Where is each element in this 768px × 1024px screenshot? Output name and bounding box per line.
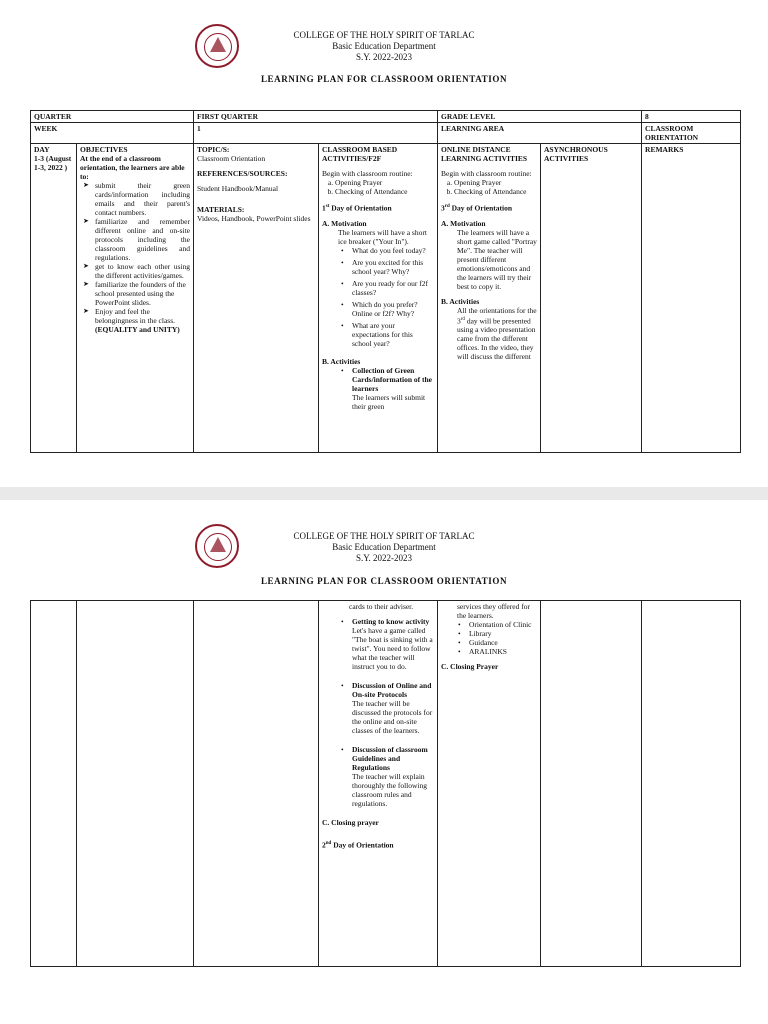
- references-label: REFERENCES/SOURCES:: [197, 169, 288, 178]
- objectives-column: [77, 144, 194, 453]
- async-column: [541, 144, 642, 453]
- letterhead: [0, 30, 768, 63]
- day1-heading: 1st Day of Orientation: [322, 203, 392, 213]
- offices-list: [441, 620, 537, 656]
- plan-title: LEARNING PLAN FOR CLASSROOM ORIENTATION: [260, 74, 508, 84]
- activity-item: [352, 366, 434, 411]
- week-label: WEEK: [31, 123, 194, 144]
- question-item: • Are you ready for our f2f classes?: [352, 279, 434, 297]
- objective-item: ➤ familiarize and remember different online and on-site protocols including the classroom guidelines and regulations.: [80, 217, 190, 262]
- references-value: Student Handbook/Manual: [197, 184, 279, 193]
- classroom-routine-intro: Begin with classroom routine:: [322, 169, 413, 178]
- day-column: [31, 601, 77, 967]
- green-cards-text-continued: cards to their adviser.: [349, 602, 414, 611]
- plan-content-row: [31, 144, 741, 453]
- remarks-header: REMARKS: [645, 145, 684, 154]
- materials-label: MATERIALS:: [197, 205, 245, 214]
- objective-item: ➤ get to know each other using the different activities/games.: [80, 262, 190, 280]
- activity-item: [352, 617, 434, 671]
- routine-item: b. Checking of Attendance: [335, 187, 434, 196]
- quarter-label: QUARTER: [31, 111, 194, 123]
- document-page-1: [0, 0, 768, 487]
- school-name: COLLEGE OF THE HOLY SPIRIT OF TARLAC: [293, 531, 475, 541]
- office-item: • ARALINKS: [469, 647, 537, 656]
- school-year: S.Y. 2022-2023: [355, 553, 413, 563]
- activity-item: [352, 681, 434, 735]
- online-activities-text: All the orientations for the 3rd day will be presented using a video presentation came from the different offices. In the video, they will discuss the different: [457, 305, 537, 361]
- online-activities-label: B. Activities: [441, 296, 480, 306]
- school-year: S.Y. 2022-2023: [355, 52, 413, 62]
- icebreaker-questions: [322, 246, 434, 348]
- objectives-list: [80, 181, 190, 334]
- online-routine-intro: Begin with classroom routine:: [441, 169, 532, 178]
- plan-content-row-continued: [31, 601, 741, 967]
- classroom-column: [319, 601, 438, 967]
- learning-area-value: CLASSROOM ORIENTATION: [642, 123, 741, 144]
- classroom-routine-list: [322, 178, 434, 196]
- routine-item: a. Opening Prayer: [335, 178, 434, 187]
- office-item: • Library: [469, 629, 537, 638]
- async-column: [541, 601, 642, 967]
- routine-item: a. Opening Prayer: [454, 178, 537, 187]
- materials-value: Videos, Handbook, PowerPoint slides: [197, 214, 311, 223]
- school-name: COLLEGE OF THE HOLY SPIRIT OF TARLAC: [293, 30, 475, 40]
- guidelines-text: The teacher will explain thoroughly the following classroom rules and regulations.: [352, 772, 427, 808]
- green-cards-text: The learners will submit their green: [352, 392, 426, 411]
- getting-to-know-title: • Getting to know activity: [352, 617, 430, 626]
- online-header: ONLINE DISTANCE LEARNING ACTIVITIES: [441, 145, 528, 163]
- objectives-column: [77, 601, 194, 967]
- objective-item: ➤ submit their green cards/information including emails and their parent's contact numbers.: [80, 181, 190, 217]
- green-cards-title: • Collection of Green Cards/information of the learners: [352, 365, 432, 393]
- async-header: ASYNCHRONOUS ACTIVITIES: [544, 145, 608, 163]
- office-item: • Orientation of Clinic: [469, 620, 537, 629]
- objective-item-last: [80, 307, 190, 334]
- protocols-text: The teacher will be discussed the protocols for the online and on-site classes of the learners.: [352, 699, 433, 735]
- question-item: • Which do you prefer? Online or f2f? Why?: [352, 300, 434, 318]
- learning-plan-table-continued: [30, 600, 741, 967]
- objective-emphasis: (EQUALITY and UNITY): [95, 325, 180, 334]
- classroom-column: [319, 144, 438, 453]
- question-item: • What do you feel today?: [352, 246, 434, 255]
- classroom-activities-list: [322, 366, 434, 411]
- office-item: • Guidance: [469, 638, 537, 647]
- remarks-column: [642, 601, 741, 967]
- online-motivation-label: A. Motivation: [441, 218, 486, 228]
- remarks-column: [642, 144, 741, 453]
- topics-column: [194, 601, 319, 967]
- objective-text: Enjoy and feel the belongingness in the class.: [95, 307, 175, 325]
- classroom-motivation-label: A. Motivation: [322, 218, 367, 228]
- plan-title: LEARNING PLAN FOR CLASSROOM ORIENTATION: [260, 576, 508, 586]
- objectives-header: OBJECTIVES: [80, 145, 128, 154]
- document-page-2: [0, 500, 768, 1024]
- grade-level-label: GRADE LEVEL: [438, 111, 642, 123]
- learning-area-label: LEARNING AREA: [438, 123, 642, 144]
- classroom-activities-list-continued: [322, 617, 434, 808]
- week-value: 1: [194, 123, 438, 144]
- letterhead: [0, 531, 768, 564]
- classroom-activities-label: B. Activities: [322, 356, 361, 366]
- objectives-intro: At the end of a classroom orientation, the learners are able to:: [80, 154, 185, 181]
- learning-plan-table: [30, 110, 741, 453]
- online-column: [438, 601, 541, 967]
- day2-heading: 2nd Day of Orientation: [322, 840, 394, 850]
- online-column: [438, 144, 541, 453]
- topics-header: TOPIC/S:: [197, 145, 230, 154]
- activity-item: [352, 745, 434, 808]
- guidelines-title: • Discussion of classroom Guidelines and Regulations: [352, 745, 428, 772]
- online-motivation-text: The learners will have a short game called "Portray Me". The teacher will present different emotions/emoticons and the learners will try their best to copy it.: [457, 227, 537, 291]
- meta-row-week: [31, 123, 741, 144]
- routine-item: b. Checking of Attendance: [454, 187, 537, 196]
- day-column: [31, 144, 77, 453]
- objective-item: ➤ familiarize the founders of the school presented using the PowerPoint slides.: [80, 280, 190, 307]
- classroom-motivation-text: The learners will have a short ice breaker ("Your In").: [338, 227, 427, 246]
- day-value: 1-3 (August 1-3, 2022 ): [34, 154, 72, 172]
- online-closing-label: C. Closing Prayer: [441, 662, 499, 671]
- online-routine-list: [441, 178, 537, 196]
- getting-to-know-text: Let's have a game called "The boat is sinking with a twist". You need to follow what the teacher will instruct you to do.: [352, 626, 433, 671]
- online-activities-text-continued: services they offered for the learners.: [457, 602, 530, 620]
- day3-heading: 3rd Day of Orientation: [441, 203, 513, 213]
- grade-level-value: 8: [642, 111, 741, 123]
- topic-value: Classroom Orientation: [197, 154, 266, 163]
- day-header: DAY: [34, 145, 50, 154]
- protocols-title: • Discussion of Online and On-site Protocols: [352, 681, 432, 699]
- classroom-closing-label: C. Closing prayer: [322, 818, 379, 827]
- topics-column: [194, 144, 319, 453]
- classroom-header: CLASSROOM BASED ACTIVITIES/F2F: [322, 145, 398, 163]
- meta-row-quarter: [31, 111, 741, 123]
- quarter-value: FIRST QUARTER: [194, 111, 438, 123]
- question-item: • What are your expectations for this school year?: [352, 321, 434, 348]
- department-name: Basic Education Department: [332, 41, 436, 51]
- question-item: • Are you excited for this school year? Why?: [352, 258, 434, 276]
- department-name: Basic Education Department: [332, 542, 436, 552]
